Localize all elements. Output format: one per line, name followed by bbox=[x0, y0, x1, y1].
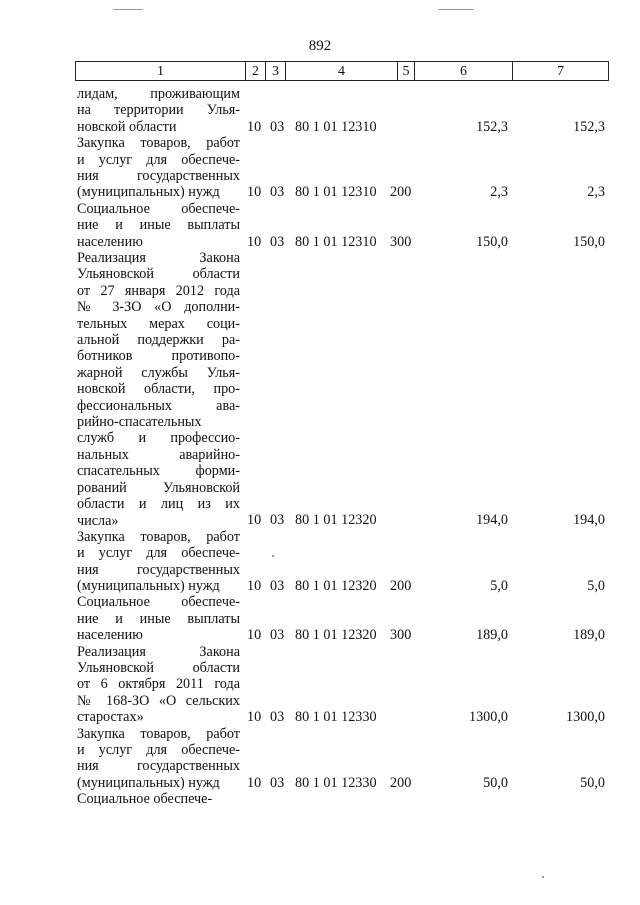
cell-c6: 150,0 bbox=[476, 233, 508, 250]
description-line: от 27 января 2012 года bbox=[77, 282, 240, 299]
description-line: Закупка товаров, работ bbox=[77, 135, 240, 152]
page-number: 892 bbox=[308, 38, 332, 54]
description-line: нальных аварийно- bbox=[77, 446, 240, 463]
cell-c4: 80 1 01 12310 bbox=[295, 233, 377, 250]
header-col-3: 3 bbox=[265, 61, 285, 81]
header-col-4: 4 bbox=[285, 61, 397, 81]
description-line: рований Ульяновской bbox=[77, 479, 240, 496]
cell-c6: 189,0 bbox=[476, 627, 508, 644]
description-line: ния государственных bbox=[77, 168, 240, 184]
description-line: и услуг для обеспече- bbox=[77, 742, 240, 758]
header-col-1: 1 bbox=[75, 61, 245, 81]
cell-c6: 2,3 bbox=[490, 184, 508, 201]
description-line: Закупка товаров, работ bbox=[77, 528, 240, 545]
table-row bbox=[0, 644, 640, 726]
cell-c2: 10 bbox=[247, 184, 262, 201]
description-line: населению bbox=[77, 627, 143, 644]
description-line: тельных мерах соци- bbox=[77, 315, 240, 332]
row-description bbox=[77, 529, 240, 595]
cell-c4: 80 1 01 12320 bbox=[295, 627, 377, 644]
cell-c2: 10 bbox=[247, 709, 262, 726]
description-line: спасательных форми- bbox=[77, 463, 240, 480]
row-description bbox=[77, 201, 240, 250]
cell-c4: 80 1 01 12320 bbox=[295, 577, 377, 594]
description-line: рийно-спасательных bbox=[77, 414, 202, 431]
cell-c2: 10 bbox=[247, 774, 262, 791]
description-line: фессиональных ава- bbox=[77, 397, 240, 414]
table-header bbox=[75, 61, 609, 83]
cell-c4: 80 1 01 12310 bbox=[295, 184, 377, 201]
row-description bbox=[77, 135, 240, 201]
description-line: и услуг для обеспече- bbox=[77, 151, 240, 168]
cell-c7: 1300,0 bbox=[565, 709, 605, 726]
table-row bbox=[0, 135, 640, 201]
description-line: (муниципальных) нужд bbox=[77, 774, 220, 791]
description-line: на территории Улья- bbox=[77, 102, 240, 119]
description-line: новской области bbox=[77, 118, 177, 135]
table-row bbox=[0, 201, 640, 250]
cell-c3: 03 bbox=[270, 627, 285, 644]
cell-c3: 03 bbox=[270, 118, 285, 135]
header-col-6: 6 bbox=[414, 61, 512, 81]
description-line: ботников противопо- bbox=[77, 348, 240, 365]
description-line: лидам, проживающим bbox=[77, 86, 240, 102]
cell-c3: 03 bbox=[270, 233, 285, 250]
row-description bbox=[77, 726, 240, 792]
description-line: ние и иные выплаты bbox=[77, 610, 240, 627]
description-line: № 3-ЗО «О дополни- bbox=[77, 299, 240, 316]
scan-speck bbox=[542, 876, 544, 878]
table-row bbox=[0, 791, 640, 807]
description-line: Ульяновской области bbox=[77, 660, 240, 676]
description-line: жарной службы Улья- bbox=[77, 364, 240, 381]
description-line: ния государственных bbox=[77, 561, 240, 578]
scan-speck bbox=[438, 9, 474, 10]
cell-c4: 80 1 01 12320 bbox=[295, 512, 377, 529]
header-col-5: 5 bbox=[397, 61, 414, 81]
row-description bbox=[77, 594, 240, 643]
cell-c3: 03 bbox=[270, 184, 285, 201]
description-line: Реализация Закона bbox=[77, 250, 240, 266]
cell-c7: 152,3 bbox=[573, 118, 605, 135]
table-row bbox=[0, 250, 640, 529]
description-line: от 6 октября 2011 года bbox=[77, 676, 240, 693]
description-line: Социальное обеспече- bbox=[77, 200, 240, 217]
description-line: ния государственных bbox=[77, 758, 240, 775]
cell-c6: 50,0 bbox=[483, 774, 508, 791]
description-line: области и лиц из их bbox=[77, 496, 240, 513]
table-row bbox=[0, 726, 640, 792]
scan-speck bbox=[113, 9, 143, 10]
scan-speck bbox=[272, 555, 274, 557]
cell-c2: 10 bbox=[247, 577, 262, 594]
row-description bbox=[77, 86, 240, 135]
cell-c7: 150,0 bbox=[573, 233, 605, 250]
description-line: Закупка товаров, работ bbox=[77, 725, 240, 742]
cell-c2: 10 bbox=[247, 233, 262, 250]
cell-c4: 80 1 01 12330 bbox=[295, 709, 377, 726]
cell-c3: 03 bbox=[270, 774, 285, 791]
cell-c5: 300 bbox=[390, 627, 412, 644]
description-line: числа» bbox=[77, 512, 119, 529]
description-line: (муниципальных) нужд bbox=[77, 184, 220, 201]
description-line: № 168-ЗО «О сельских bbox=[77, 692, 240, 709]
header-col-2: 2 bbox=[245, 61, 265, 81]
cell-c6: 1300,0 bbox=[468, 709, 508, 726]
header-col-7: 7 bbox=[512, 61, 609, 81]
cell-c3: 03 bbox=[270, 577, 285, 594]
cell-c7: 50,0 bbox=[580, 774, 605, 791]
cell-c5: 300 bbox=[390, 233, 412, 250]
cell-c6: 152,3 bbox=[476, 118, 508, 135]
description-line: служб и профессио- bbox=[77, 430, 240, 447]
table-row bbox=[0, 86, 640, 135]
description-line: (муниципальных) нужд bbox=[77, 578, 220, 595]
cell-c3: 03 bbox=[270, 512, 285, 529]
cell-c2: 10 bbox=[247, 512, 262, 529]
cell-c5: 200 bbox=[390, 184, 412, 201]
cell-c5: 200 bbox=[390, 577, 412, 594]
description-line: ние и иные выплаты bbox=[77, 217, 240, 234]
cell-c6: 5,0 bbox=[490, 577, 508, 594]
cell-c7: 2,3 bbox=[587, 184, 605, 201]
cell-c2: 10 bbox=[247, 627, 262, 644]
description-line: старостах» bbox=[77, 709, 144, 726]
description-line: Социальное обеспече- bbox=[77, 594, 240, 611]
cell-c3: 03 bbox=[270, 709, 285, 726]
row-description bbox=[77, 250, 240, 529]
description-line: Ульяновской области bbox=[77, 266, 240, 283]
description-line: и услуг для обеспече- bbox=[77, 545, 240, 562]
description-line: Социальное обеспече- bbox=[77, 791, 213, 808]
row-description bbox=[77, 791, 240, 807]
description-line: новской области, про- bbox=[77, 381, 240, 398]
description-line: населению bbox=[77, 233, 143, 250]
cell-c7: 189,0 bbox=[573, 627, 605, 644]
cell-c5: 200 bbox=[390, 774, 412, 791]
row-description bbox=[77, 644, 240, 726]
cell-c7: 5,0 bbox=[587, 577, 605, 594]
table-row bbox=[0, 529, 640, 595]
cell-c6: 194,0 bbox=[476, 512, 508, 529]
description-line: альной поддержки ра- bbox=[77, 332, 240, 349]
cell-c2: 10 bbox=[247, 118, 262, 135]
cell-c7: 194,0 bbox=[573, 512, 605, 529]
table-row bbox=[0, 594, 640, 643]
cell-c4: 80 1 01 12330 bbox=[295, 774, 377, 791]
description-line: Реализация Закона bbox=[77, 643, 240, 660]
cell-c4: 80 1 01 12310 bbox=[295, 118, 377, 135]
